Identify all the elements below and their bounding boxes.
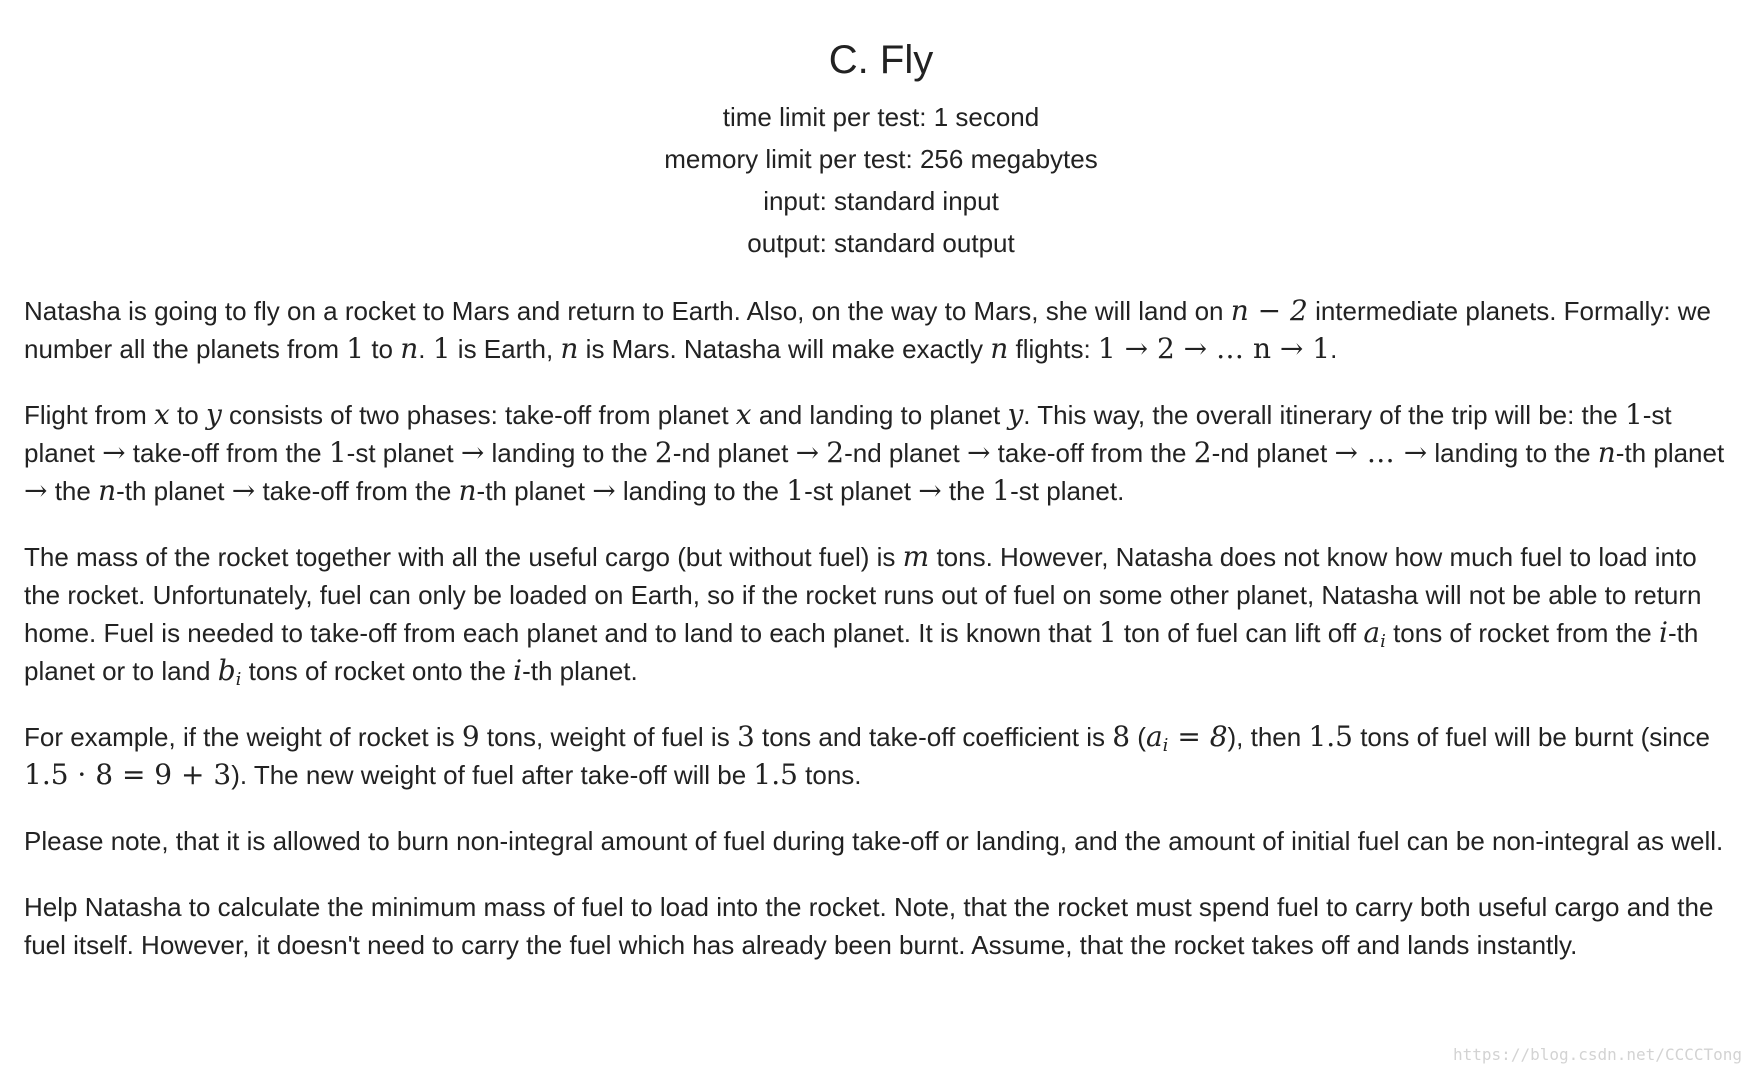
paragraph-3: [24, 538, 1738, 690]
math-subscript: i: [235, 669, 242, 690]
math-1: 1: [1624, 398, 1643, 431]
math-a-i-equals-8: [1145, 720, 1228, 756]
text-span: -th planet: [476, 476, 593, 506]
memory-limit: memory limit per test: 256 megabytes: [664, 144, 1098, 174]
text-span: to: [169, 400, 206, 430]
text-span: take-off from the: [255, 476, 459, 506]
math-i: i: [513, 654, 523, 687]
text-span: For example, if the weight of rocket is: [24, 722, 462, 752]
text-span: ). The new weight of fuel after take-off will be: [231, 760, 754, 790]
math-base: a: [1145, 720, 1163, 753]
math-1: 1: [328, 436, 347, 469]
text-span: -nd planet: [844, 438, 967, 468]
text-span: take-off from the: [990, 438, 1194, 468]
math-equation: 1.5 · 8 = 9 + 3: [24, 758, 232, 791]
text-span: -th planet.: [522, 656, 638, 686]
output-spec: output: standard output: [747, 228, 1015, 258]
arrow-icon: →: [592, 474, 616, 507]
math-2: 2: [1193, 436, 1212, 469]
math-1-5: 1.5: [1308, 720, 1353, 753]
math-9: 9: [461, 720, 480, 753]
math-1: 1: [992, 474, 1011, 507]
text-span: Natasha is going to fly on a rocket to Mars and return to Earth. Also, on the way to Mars, she will land on: [24, 296, 1231, 326]
math-n: n: [990, 332, 1009, 365]
math-8: 8: [1112, 720, 1131, 753]
math-n: n: [400, 332, 419, 365]
math-flight-sequence: 1 → 2 → … n → 1: [1097, 332, 1331, 365]
math-rest: = 8: [1168, 720, 1228, 753]
text-span: . This way, the overall itinerary of the trip will be: the: [1023, 400, 1625, 430]
text-span: tons.: [797, 760, 862, 790]
text-span: is Earth,: [450, 334, 561, 364]
text-span: -th planet: [116, 476, 232, 506]
text-span: (: [1130, 722, 1146, 752]
time-limit: time limit per test: 1 second: [722, 102, 1040, 132]
math-n: n: [98, 474, 117, 507]
text-span: tons of fuel will be burnt (since: [1352, 722, 1710, 752]
text-span: consists of two phases: take-off from planet: [221, 400, 736, 430]
text-span: -nd planet: [1211, 438, 1335, 468]
text-span: landing to the: [615, 476, 787, 506]
text-span: flights:: [1008, 334, 1098, 364]
arrow-icon: →: [231, 474, 256, 507]
arrow-icon: →: [24, 474, 48, 507]
arrow-ellipsis-icon: → … →: [1334, 436, 1428, 469]
math-subscript: i: [1162, 735, 1169, 756]
text-span: tons. However, Natasha does not know how much fuel to load into the rocket. Unfortunately, fuel can only be loaded on Earth, so if the rocket runs out of fuel on some other planet, Natasha will not be able to return home. Fuel is needed to take-off from each planet and to land to each planet. It is known that: [24, 542, 1702, 648]
arrow-icon: →: [460, 436, 485, 469]
math-n-minus-2: n − 2: [1230, 294, 1308, 327]
input-spec: input: standard input: [763, 186, 999, 216]
text-span: .: [418, 334, 433, 364]
arrow-icon: →: [966, 436, 991, 469]
math-1-5: 1.5: [753, 758, 798, 791]
text-span: tons of rocket from the: [1385, 618, 1659, 648]
watermark: https://blog.csdn.net/CCCCTong: [1453, 1045, 1742, 1064]
arrow-icon: →: [102, 436, 126, 469]
paragraph-2: [24, 396, 1738, 510]
math-x: x: [154, 398, 170, 431]
text-span: the: [941, 476, 993, 506]
text-span: landing to the: [1427, 438, 1598, 468]
text-span: tons and take-off coefficient is: [754, 722, 1113, 752]
paragraph-4: [24, 718, 1738, 794]
text-span: -st planet: [804, 476, 919, 506]
math-y: y: [1007, 398, 1024, 431]
math-y: y: [205, 398, 222, 431]
text-span: -st planet.: [1010, 476, 1125, 506]
text-span: Flight from: [24, 400, 155, 430]
text-span: take-off from the: [125, 438, 329, 468]
math-n: n: [458, 474, 477, 507]
text-span: tons of rocket onto the: [241, 656, 514, 686]
paragraph-6: Help Natasha to calculate the minimum mass of fuel to load into the rocket. Note, that the rocket must spend fuel to carry both useful cargo and the fuel itself. However, it doesn't need to carry the fuel which has already been burnt. Assume, that the rocket takes off and lands instantly.: [24, 892, 1714, 960]
text-span: -st planet: [346, 438, 461, 468]
math-x: x: [735, 398, 752, 431]
problem-statement: [0, 292, 1752, 964]
text-span: ), then: [1227, 722, 1309, 752]
paragraph-1: [24, 292, 1738, 368]
math-1: 1: [786, 474, 805, 507]
text-span: -nd planet: [672, 438, 796, 468]
math-base: a: [1363, 616, 1381, 649]
math-1: 1: [1098, 616, 1117, 649]
math-base: b: [217, 654, 236, 687]
math-a-i: [1363, 616, 1386, 652]
text-span: landing to the: [484, 438, 655, 468]
text-span: -st planet: [24, 400, 1672, 468]
text-span: is Mars. Natasha will make exactly: [578, 334, 991, 364]
math-n: n: [560, 332, 579, 365]
text-span: -th planet or to land: [24, 618, 1699, 686]
arrow-icon: →: [795, 436, 820, 469]
text-span: intermediate planets. Formally: we number all the planets from: [24, 296, 1712, 364]
math-n: n: [1597, 436, 1616, 469]
text-span: ton of fuel can lift off: [1116, 618, 1364, 648]
math-1: 1: [346, 332, 365, 365]
text-span: tons, weight of fuel is: [479, 722, 737, 752]
math-3: 3: [736, 720, 755, 753]
math-b-i: [217, 654, 242, 690]
text-span: and landing to planet: [751, 400, 1008, 430]
problem-title: C. Fly: [828, 38, 934, 82]
paragraph-5: Please note, that it is allowed to burn non-integral amount of fuel during take-off or landing, and the amount of initial fuel can be non-integral as well.: [24, 826, 1724, 856]
math-m: m: [902, 540, 930, 573]
text-span: the: [47, 476, 99, 506]
math-2: 2: [826, 436, 845, 469]
text-span: The mass of the rocket together with all the useful cargo (but without fuel) is: [24, 542, 903, 572]
text-span: .: [1330, 334, 1338, 364]
problem-limits: [10, 96, 1752, 264]
math-subscript: i: [1380, 631, 1386, 652]
text-span: -th planet: [1615, 438, 1725, 468]
arrow-icon: →: [918, 474, 942, 507]
problem-header: [10, 0, 1752, 264]
math-i: i: [1658, 616, 1668, 649]
math-2: 2: [654, 436, 673, 469]
math-1: 1: [432, 332, 451, 365]
text-span: to: [364, 334, 401, 364]
